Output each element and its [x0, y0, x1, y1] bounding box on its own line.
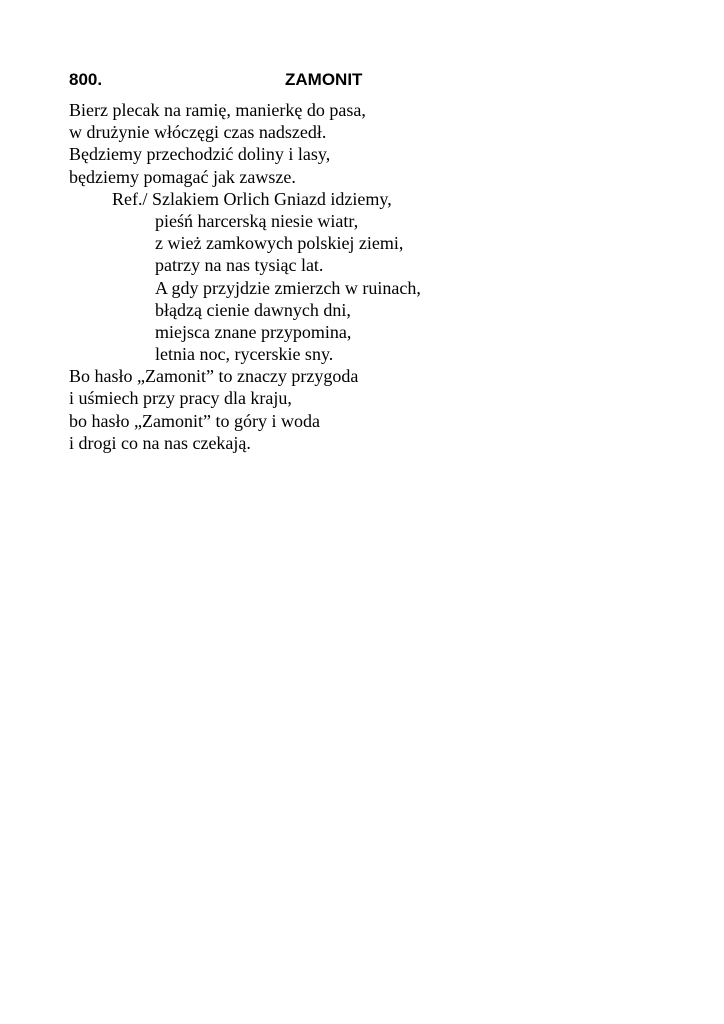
- chorus-line: pieśń harcerską niesie wiatr,: [155, 210, 359, 231]
- song-lyrics: [69, 99, 689, 454]
- chorus-line: błądzą cienie dawnych dni,: [155, 299, 351, 320]
- song-header: [0, 68, 724, 94]
- chorus-line: letnia noc, rycerskie sny.: [155, 344, 334, 365]
- chorus-line: Ref./ Szlakiem Orlich Gniazd idziemy,: [112, 188, 392, 209]
- chorus-line: miejsca znane przypomina,: [155, 321, 352, 342]
- song-title: ZAMONIT: [285, 70, 363, 89]
- verse-2: [69, 365, 689, 454]
- lyric-line: bo hasło „Zamonit” to góry i woda: [69, 410, 320, 431]
- chorus-line: z wież zamkowych polskiej ziemi,: [155, 233, 404, 254]
- verse-1: [69, 99, 689, 188]
- lyric-line: w drużynie włóczęgi czas nadszedł.: [69, 122, 327, 143]
- lyric-line: i uśmiech przy pracy dla kraju,: [69, 388, 292, 409]
- lyric-line: Bierz plecak na ramię, manierkę do pasa,: [69, 100, 366, 120]
- chorus-line: A gdy przyjdzie zmierzch w ruinach,: [155, 277, 421, 298]
- lyric-line: i drogi co na nas czekają.: [69, 432, 251, 453]
- chorus-line: patrzy na nas tysiąc lat.: [155, 255, 324, 276]
- lyric-line: będziemy pomagać jak zawsze.: [69, 166, 296, 187]
- lyric-line: Będziemy przechodzić doliny i lasy,: [69, 144, 331, 165]
- chorus: [69, 188, 689, 366]
- song-number: 800.: [69, 70, 103, 89]
- lyric-line: Bo hasło „Zamonit” to znaczy przygoda: [69, 366, 359, 387]
